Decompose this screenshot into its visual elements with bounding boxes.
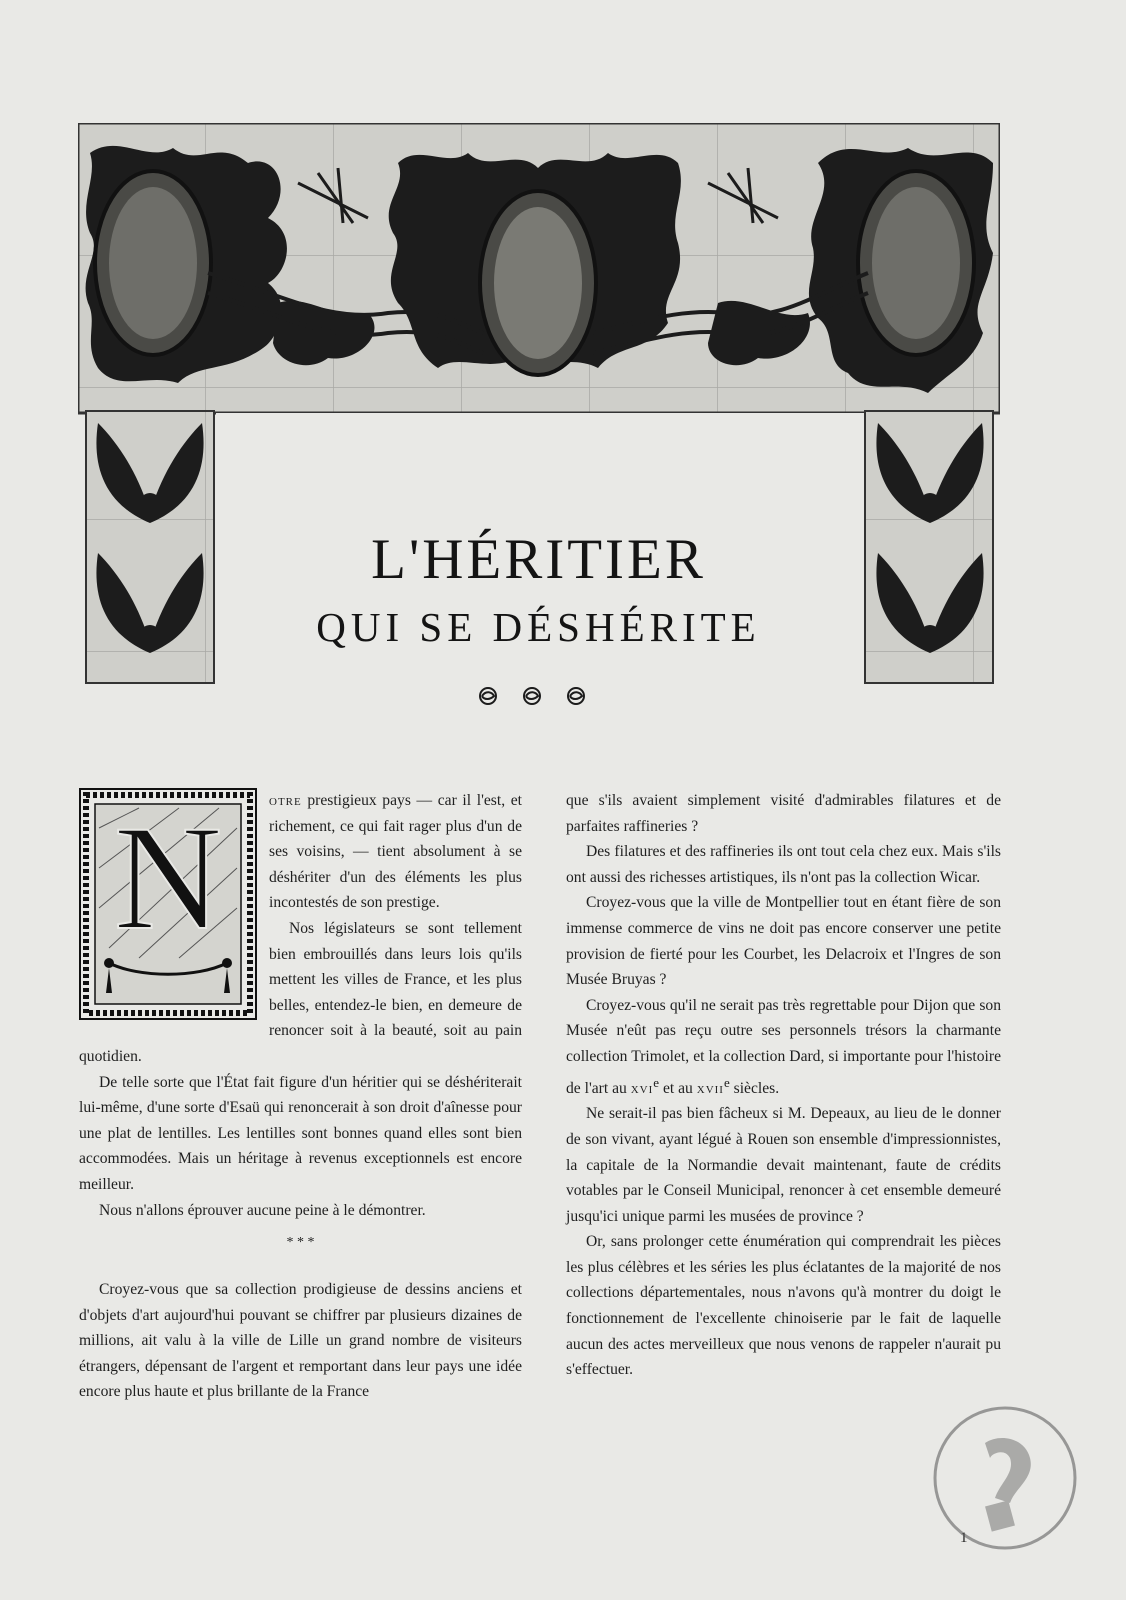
title-line-2: QUI SE DÉSHÉRITE — [316, 604, 761, 650]
watermark-stamp-icon — [930, 1403, 1080, 1553]
paragraph: Nous n'allons éprouver aucune peine à le démontrer. — [99, 1201, 426, 1219]
paragraph: Des filatures et des raffineries ils ont tout cela chez eux. Mais s'ils ont aussi des richesses artistiques, ils n'ont pas la collection Wicar. — [566, 843, 1001, 886]
dropcap-letter: N — [113, 795, 223, 961]
rose-ornament-icon — [476, 684, 596, 708]
paragraph: que s'ils avaient simplement visité d'admirables filatures et de parfaites raffineries ? — [566, 792, 1001, 835]
paragraph: Nos législateurs se sont tellement bien embrouillés dans leurs lois qu'ils mettent les villes de France, et les plus belles, entendez-le bien, en demeure de renoncer soit à la beauté, soit au pain quotidien. — [79, 919, 522, 1065]
paragraph: De telle sorte que l'État fait figure d'un héritier qui se déshériterait lui-même, d'une sorte d'Esaü qui renoncerait à son droit d'aînesse pour une plat de lentilles. Les lentilles sont bonnes quand elles sont bien accommodées. Mais un héritage à revenus exceptionnels est encore meilleur. — [79, 1073, 522, 1193]
paragraph: Ne serait-il pas bien fâcheux si M. Depeaux, au lieu de le donner de son vivant, ayant légué à Rouen son ensemble d'impressionnistes, la capitale de la Normandie devait maintenant, faute de crédits votables par le Conseil Municipal, renoncer à cet ensemble demeuré jusqu'ici unique parmi les musées de province ? — [566, 1105, 1001, 1225]
title-line-1: L'HÉRITIER — [371, 528, 706, 591]
paragraph: Croyez-vous que sa collection prodigieuse de dessins anciens et d'objets d'art aujourd'hui pouvant se chiffrer par plusieurs dizaines de millions, ait valu à la ville de Lille un grand nombre de visiteurs étrangers, dépensant de l'argent et remportant dans leur pays une idée encore plus haute et plus brillante de la France — [79, 1281, 522, 1401]
asterism: * * * — [286, 1235, 315, 1251]
right-column — [566, 788, 1001, 1383]
dropcap-illustration — [79, 788, 257, 1020]
paragraph: Or, sans prolonger cette énumération qui comprendrait les pièces les plus célèbres et les séries les plus éclatantes de la majorité de nos collections départementales, nous n'avons qu'à montrer du doigt le fonctionnement de l'excellente chinoiserie par le fait de laquelle aucun des actes merveilleux que nous venons de rappeler n'aurait pu s'effectuer. — [566, 1233, 1001, 1379]
paragraph: otre prestigieux pays — car il l'est, et richement, ce qui fait rager plus d'un de ses voisins, — tient absolument à se déshériter d'un des éléments les plus incontestés de son prestige. — [269, 792, 522, 912]
left-column — [79, 788, 522, 1405]
paragraph: Croyez-vous que la ville de Montpellier tout en étant fière de son immense commerce de vins ne doit pas encore conserver une petite provision de fierté pour les Courbet, les Delacroix et l'Ingres de son Musée Bruyas ? — [566, 894, 1001, 989]
page-number: 1 — [960, 1530, 968, 1546]
paragraph: Croyez-vous qu'il ne serait pas très regrettable pour Dijon que son Musée n'eût pas reçu outre ses personnels trésors la charmante collection Trimolet, et la collection Dard, si importante pour l'histoire de l'art au xvi$^e$ et au xvii$^e$ siècles. — [566, 996, 1001, 1097]
